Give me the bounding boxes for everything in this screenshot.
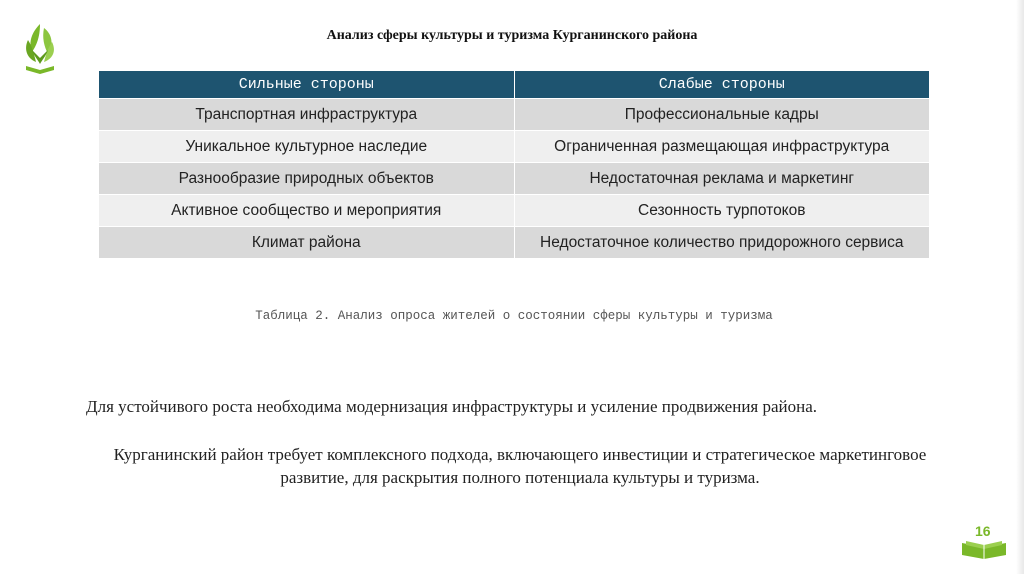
weakness-cell: Сезонность турпотоков	[514, 195, 929, 227]
summary-paragraph: Курганинский район требует комплексного подхода, включающего инвестиции и стратегическое маркетинговое развитие, для раскрытия полного потенциала культуры и туризма.	[113, 445, 927, 487]
table-row	[99, 131, 929, 163]
weakness-cell: Профессиональные кадры	[514, 99, 929, 131]
green-open-book-icon	[960, 539, 1008, 559]
table-caption: Таблица 2. Анализ опроса жителей о состоянии сферы культуры и туризма	[255, 309, 773, 323]
page-number: 16	[975, 523, 991, 539]
slide-title: Анализ сферы культуры и туризма Курганинского района	[326, 28, 698, 43]
table-row	[99, 163, 929, 195]
table-row	[99, 195, 929, 227]
slide-right-edge	[1016, 0, 1024, 574]
header-strengths: Сильные стороны	[99, 71, 514, 99]
table-header-row	[99, 71, 929, 99]
header-weaknesses: Слабые стороны	[514, 71, 929, 99]
weakness-cell: Недостаточное количество придорожного сервиса	[514, 227, 929, 259]
table-row	[99, 99, 929, 131]
strength-cell: Транспортная инфраструктура	[99, 99, 514, 131]
table-row	[99, 227, 929, 259]
strength-cell: Климат района	[99, 227, 514, 259]
strength-cell: Активное сообщество и мероприятия	[99, 195, 514, 227]
strength-cell: Уникальное культурное наследие	[99, 131, 514, 163]
strength-cell: Разнообразие природных объектов	[99, 163, 514, 195]
conclusion-paragraph: Для устойчивого роста необходима модернизация инфраструктуры и усиление продвижения района.	[86, 397, 818, 416]
weakness-cell: Ограниченная размещающая инфраструктура	[514, 131, 929, 163]
weakness-cell: Недостаточная реклама и маркетинг	[514, 163, 929, 195]
swot-table	[99, 71, 929, 258]
